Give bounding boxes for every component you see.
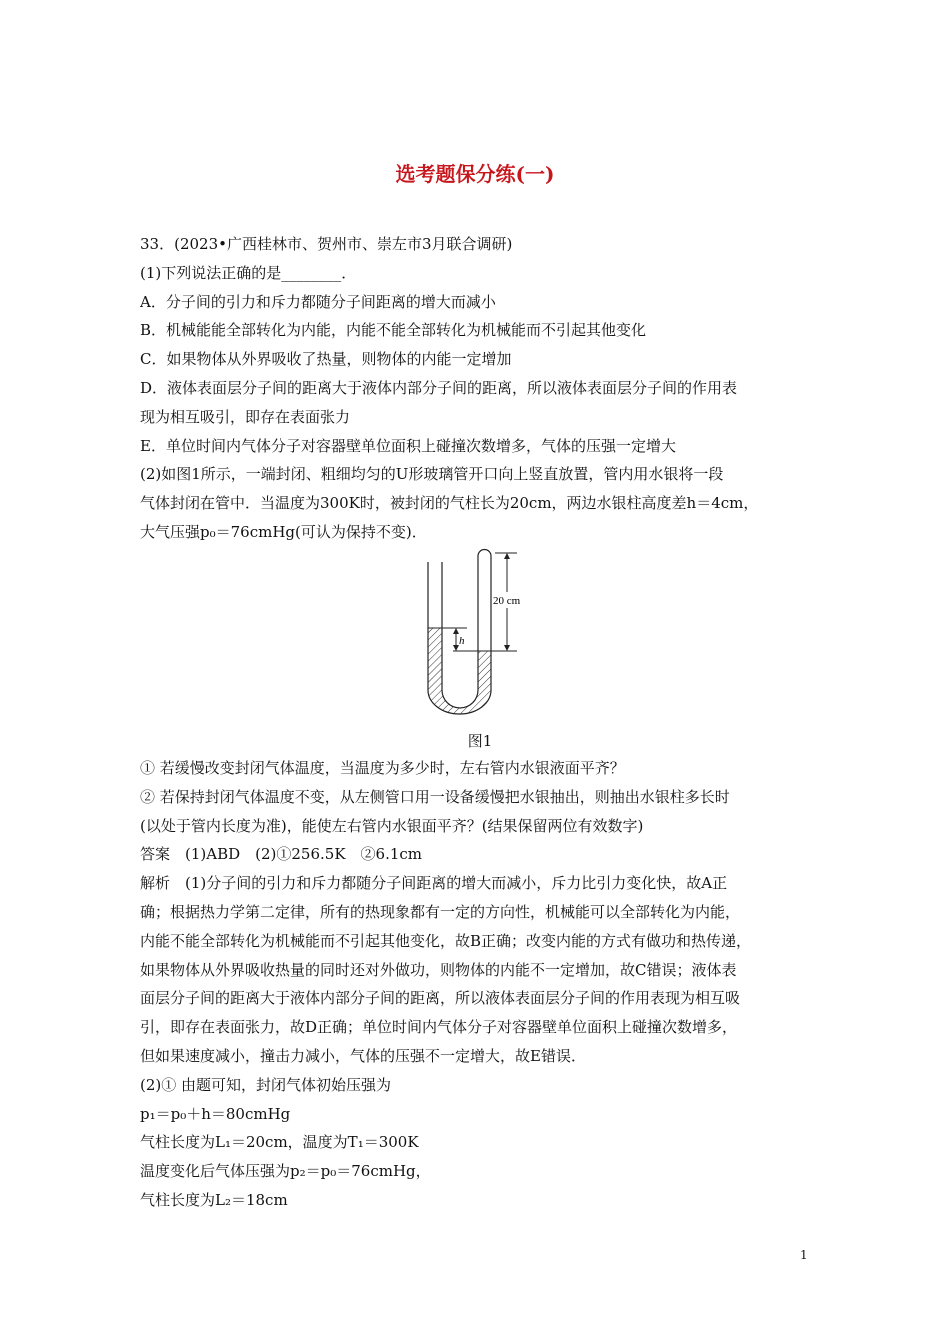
text-line: B．机械能能全部转化为内能，内能不能全部转化为机械能而不引起其他变化 — [140, 321, 647, 340]
page-title: 选考题保分练(一) — [395, 162, 555, 186]
text-line: D．液体表面层分子间的距离大于液体内部分子间的距离，所以液体表面层分子间的作用表 — [140, 378, 738, 397]
text-line: E．单位时间内气体分子对容器壁单位面积上碰撞次数增多，气体的压强一定增大 — [140, 436, 676, 455]
text-line: (1)下列说法正确的是________． — [140, 263, 357, 282]
text-line: 气体封闭在管中．当温度为300K时，被封闭的气柱长为20cm，两边水银柱高度差h＝4cm， — [140, 494, 759, 513]
text-line: 解析 (1)分子间的引力和斥力都随分子间距离的增大而减小，斥力比引力变化快，故A正 — [140, 874, 728, 893]
text-line: 面层分子间的距离大于液体内部分子间的距离，所以液体表面层分子间的作用表现为相互吸 — [140, 989, 741, 1008]
length-label: 20 cm — [493, 595, 521, 607]
text-line: p₁＝p₀＋h＝80cmHg — [140, 1104, 291, 1123]
text-line: 现为相互吸引，即存在表面张力 — [140, 407, 351, 426]
u-tube-figure — [400, 540, 560, 720]
text-line: 引，即存在表面张力，故D正确；单位时间内气体分子对容器壁单位面积上碰撞次数增多， — [140, 1018, 738, 1037]
answer-text — [140, 754, 820, 1215]
question-text — [140, 230, 820, 547]
text-line: 33．(2023•广西桂林市、贺州市、崇左市3月联合调研) — [140, 235, 513, 253]
text-line: 如果物体从外界吸收热量的同时还对外做功，则物体的内能不一定增加，故C错误；液体表 — [140, 960, 737, 979]
text-line: 内能不能全部转化为机械能而不引起其他变化，故B正确；改变内能的方式有做功和热传递， — [140, 931, 752, 950]
text-line: 但如果速度减小，撞击力减小，气体的压强不一定增大，故E错误． — [140, 1046, 586, 1065]
text-line: ① 若缓慢改变封闭气体温度，当温度为多少时，左右管内水银液面平齐？ — [140, 759, 625, 777]
text-line: 确；根据热力学第二定律，所有的热现象都有一定的方向性，机械能可以全部转化为内能， — [140, 902, 741, 921]
text-line: 气柱长度为L₂＝18cm — [140, 1190, 288, 1209]
text-line: 答案 (1)ABD (2)①256.5K ②6.1cm — [140, 845, 423, 864]
text-line: 大气压强p₀＝76cmHg(可认为保持不变)． — [140, 522, 427, 541]
text-line: C．如果物体从外界吸收了热量，则物体的内能一定增加 — [140, 350, 512, 369]
text-line: (2)① 由题可知，封闭气体初始压强为 — [140, 1075, 392, 1094]
text-line: (以处于管内长度为准)，能使左右管内水银面平齐？(结果保留两位有效数字) — [140, 816, 644, 835]
text-line: (2)如图1所示，一端封闭、粗细均匀的U形玻璃管开口向上竖直放置，管内用水银将一段 — [140, 465, 724, 484]
page-number: 1 — [800, 1248, 808, 1262]
h-label: h — [459, 635, 465, 647]
text-line: 温度变化后气体压强为p₂＝p₀＝76cmHg， — [140, 1162, 431, 1181]
text-line: A．分子间的引力和斥力都随分子间距离的增大而减小 — [140, 292, 496, 311]
text-line: 气柱长度为L₁＝20cm，温度为T₁＝300K — [140, 1133, 419, 1152]
figure-caption: 图1 — [467, 732, 493, 750]
text-line: ② 若保持封闭气体温度不变，从左侧管口用一设备缓慢把水银抽出，则抽出水银柱多长时 — [140, 787, 730, 806]
